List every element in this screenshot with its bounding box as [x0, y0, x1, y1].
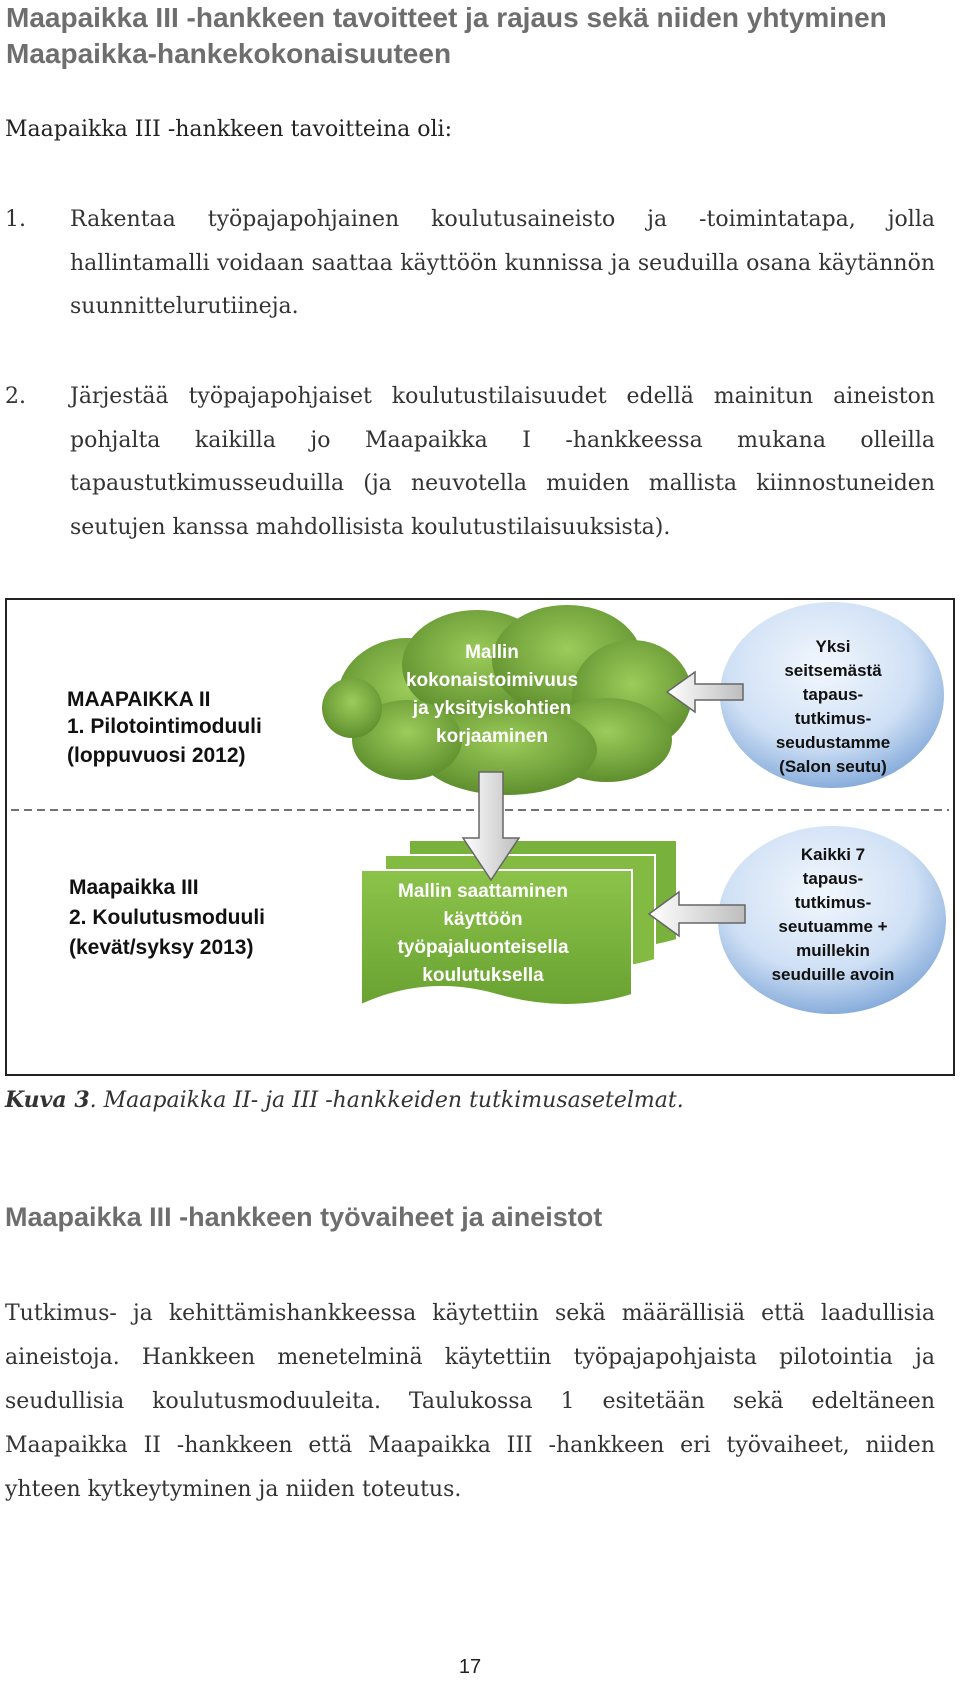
top-circle-text-line: seitsemästä: [784, 661, 882, 680]
caption-text: . Maapaikka II- ja III -hankkeiden tutkimusasetelmat.: [89, 1088, 684, 1113]
cloud-text-line: korjaaminen: [436, 726, 548, 747]
top-circle-text-line: Yksi: [815, 637, 851, 656]
caption-label: Kuva 3: [5, 1087, 90, 1113]
list-item-text: Rakentaa työpajapohjainen koulutusaineisto ja -toimintatapa, jolla hallintamalli voidaan saattaa käyttöön kunnissa ja seuduilla osana käytännön suunnittelurutiineja.: [70, 207, 935, 319]
doc-text-line: koulutuksella: [422, 965, 544, 986]
bottom-circle-text-line: Kaikki 7: [800, 845, 866, 864]
top-label-line: (loppuvuosi 2012): [67, 744, 246, 767]
doc-text-line: työpajaluonteisella: [397, 937, 569, 958]
body-paragraph: Tutkimus- ja kehittämishankkeessa käytettiin sekä määrällisiä että laadullisia aineistoja. Hankkeen menetelminä käytettiin työpajapohjaista pilotointia ja seudullisia koulutusmoduuleita. Taulukossa 1 esitetään sekä edeltäneen Maapaikka II -hankkeen että Maapaikka III -hankkeen eri työvaiheet, niiden yhteen kytkeytyminen ja niiden toteutus.: [5, 1301, 935, 1502]
cloud-text-line: Mallin: [465, 642, 519, 663]
figure-caption: [5, 1087, 684, 1113]
cloud-text-line: ja yksityiskohtien: [412, 698, 572, 719]
bottom-circle-text-line: tapaus-: [802, 869, 864, 888]
top-label-line: MAAPAIKKA II: [67, 688, 211, 711]
top-module-label: [67, 688, 262, 767]
list-item: [5, 375, 935, 549]
bottom-circle-text-line: seutuamme +: [778, 917, 888, 936]
research-design-figure: [5, 598, 955, 1076]
bottom-circle-text-line: muillekin: [796, 941, 870, 960]
section-heading: Maapaikka III -hankkeen tavoitteet ja rajaus sekä niiden yhtyminen Maapaikka-hankekokonaisuuteen: [6, 2, 887, 69]
doc-text-line: Mallin saattaminen: [398, 881, 568, 902]
list-item-text: Järjestää työpajapohjaiset koulutustilaisuudet edellä mainitun aineiston pohjalta kaikilla jo Maapaikka I -hankkeessa mukana olleilla tapaustutkimusseuduilla (ja neuvotella muiden mallista kiinnostuneiden seutujen kanssa mahdollisista koulutustilaisuuksista).: [70, 384, 935, 540]
stacked-documents-shape: [361, 840, 677, 1005]
list-item-number: 2.: [5, 384, 26, 409]
section-heading-2: Maapaikka III -hankkeen työvaiheet ja aineistot: [5, 1202, 603, 1232]
top-label-line: 1. Pilotointimoduuli: [67, 715, 262, 738]
page-number: 17: [458, 1656, 482, 1678]
bottom-label-line: 2. Koulutusmoduuli: [69, 906, 265, 929]
bottom-circle-text-line: seuduille avoin: [771, 965, 895, 984]
top-circle-text-line: (Salon seutu): [779, 757, 887, 776]
bottom-circle-text-line: tutkimus-: [794, 893, 872, 912]
top-circle-text-line: tapaus-: [802, 685, 864, 704]
cloud-shape: [322, 605, 692, 795]
top-circle-shape: [720, 602, 944, 788]
cloud-text-line: kokonaistoimivuus: [405, 670, 579, 691]
bottom-label-line: (kevät/syksy 2013): [69, 936, 254, 959]
top-circle-text-line: seudustamme: [775, 733, 891, 752]
list-item-number: 1.: [5, 207, 26, 232]
top-circle-text-line: tutkimus-: [794, 709, 872, 728]
bottom-module-label: [69, 876, 265, 959]
list-intro: Maapaikka III -hankkeen tavoitteina oli:: [5, 117, 452, 142]
doc-text-line: käyttöön: [443, 909, 523, 930]
bottom-label-line: Maapaikka III: [69, 876, 199, 899]
bottom-circle-shape: [718, 826, 946, 1014]
list-item: [5, 198, 935, 329]
